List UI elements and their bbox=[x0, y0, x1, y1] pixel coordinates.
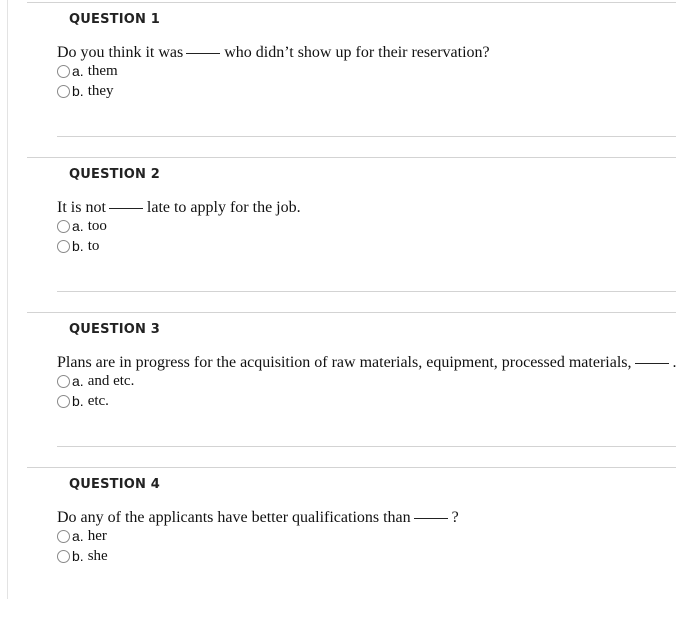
question-prompt bbox=[57, 354, 677, 372]
answer-blank bbox=[414, 518, 448, 519]
option-text: she bbox=[87, 547, 108, 564]
prompt-text-after: who didn’t show up for their reservation? bbox=[224, 44, 490, 61]
question-title: QUESTION 1 bbox=[69, 12, 161, 27]
question-prompt bbox=[57, 199, 301, 217]
radio-button[interactable] bbox=[57, 550, 70, 563]
radio-button[interactable] bbox=[57, 220, 70, 233]
option-letter: b. bbox=[72, 548, 84, 564]
option-text: to bbox=[87, 237, 100, 254]
option-a[interactable] bbox=[57, 217, 107, 235]
option-text: too bbox=[87, 217, 107, 234]
radio-button[interactable] bbox=[57, 65, 70, 78]
option-text: and etc. bbox=[87, 372, 135, 389]
answer-blank bbox=[186, 53, 220, 54]
option-letter: a. bbox=[72, 218, 84, 234]
option-text: they bbox=[87, 82, 114, 99]
option-letter: b. bbox=[72, 238, 84, 254]
option-a[interactable] bbox=[57, 372, 134, 390]
prompt-text-before: Do any of the applicants have better qualifications than bbox=[57, 509, 411, 526]
prompt-text-before: Plans are in progress for the acquisition of raw materials, equipment, processed materials, bbox=[57, 354, 632, 371]
option-letter: a. bbox=[72, 528, 84, 544]
option-text: them bbox=[87, 62, 118, 79]
answer-area-divider bbox=[57, 136, 676, 137]
answer-area-divider bbox=[57, 291, 676, 292]
question-prompt bbox=[57, 44, 490, 62]
question-1 bbox=[27, 2, 676, 157]
radio-button[interactable] bbox=[57, 85, 70, 98]
question-title: QUESTION 3 bbox=[69, 322, 161, 337]
question-divider bbox=[27, 157, 676, 158]
question-title: QUESTION 2 bbox=[69, 167, 161, 182]
answer-area-divider bbox=[57, 446, 676, 447]
option-letter: a. bbox=[72, 63, 84, 79]
question-prompt bbox=[57, 509, 459, 527]
option-a[interactable] bbox=[57, 527, 107, 545]
left-border bbox=[7, 0, 8, 599]
option-b[interactable] bbox=[57, 82, 114, 100]
prompt-text-before: Do you think it was bbox=[57, 44, 184, 61]
option-text: her bbox=[87, 527, 107, 544]
answer-blank bbox=[109, 208, 143, 209]
question-divider bbox=[27, 2, 676, 3]
question-3 bbox=[27, 312, 676, 467]
prompt-text-after: . bbox=[672, 354, 677, 371]
prompt-text-after: late to apply for the job. bbox=[146, 199, 301, 216]
question-title: QUESTION 4 bbox=[69, 477, 161, 492]
option-b[interactable] bbox=[57, 237, 99, 255]
question-divider bbox=[27, 467, 676, 468]
option-letter: a. bbox=[72, 373, 84, 389]
option-a[interactable] bbox=[57, 62, 118, 80]
question-4 bbox=[27, 467, 676, 622]
option-letter: b. bbox=[72, 83, 84, 99]
question-divider bbox=[27, 312, 676, 313]
prompt-text-before: It is not bbox=[57, 199, 106, 216]
option-b[interactable] bbox=[57, 547, 108, 565]
option-text: etc. bbox=[87, 392, 109, 409]
prompt-text-after: ? bbox=[451, 509, 459, 526]
option-b[interactable] bbox=[57, 392, 109, 410]
answer-blank bbox=[635, 363, 669, 364]
radio-button[interactable] bbox=[57, 240, 70, 253]
option-letter: b. bbox=[72, 393, 84, 409]
radio-button[interactable] bbox=[57, 375, 70, 388]
radio-button[interactable] bbox=[57, 395, 70, 408]
question-2 bbox=[27, 157, 676, 312]
radio-button[interactable] bbox=[57, 530, 70, 543]
